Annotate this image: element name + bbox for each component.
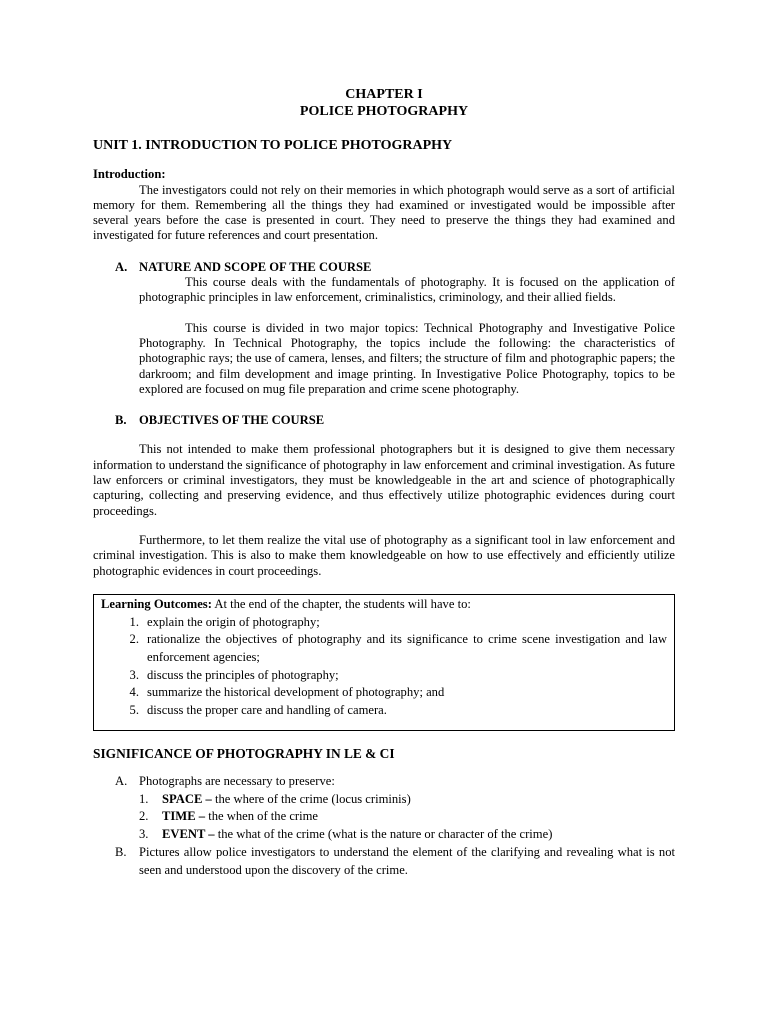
section-a-paragraph-2: This course is divided in two major topics: Technical Photography and Investigative Police Photography. In Technical Photography, the topics include the following: the characteristics of photographic rays; the use of camera, lenses, and filters; the structure of film and photographic papers; the darkroom; and film development and image printing. In Investigative Police Photography, topics to be explored are focused on mug file preparation and crime scene photography.: [139, 320, 675, 396]
list-item-text: [162, 808, 318, 826]
list-item: [101, 614, 667, 632]
significance-item-b-text: Pictures allow police investigators to understand the element of the clarifying and revealing what is not seen and understood upon the discovery of the crime.: [139, 844, 675, 877]
section-b-paragraph-1: This not intended to make them professional photographers but it is designed to give them necessary information to understand the significance of photography in law enforcement and criminal investigation. As future law enforcers or criminal investigators, they must be knowledgeable in the art and science of photographically capturing, collecting and preserving evidence, and thus effectively utilize photographic evidences during court proceedings.: [93, 442, 675, 518]
learning-outcomes-list: [101, 614, 667, 720]
list-item-text: discuss the proper care and handling of camera.: [147, 703, 387, 718]
list-item-number: 1.: [129, 614, 139, 629]
list-item: [101, 684, 667, 702]
section-b-title: OBJECTIVES OF THE COURSE: [139, 413, 325, 428]
significance-heading: SIGNIFICANCE OF PHOTOGRAPHY IN LE & CI: [93, 745, 395, 761]
learning-outcomes-intro: At the end of the chapter, the students will have to:: [211, 596, 471, 611]
list-item-number: 4.: [129, 685, 139, 700]
list-item-number: 3.: [129, 667, 139, 682]
introduction-heading: Introduction:: [93, 167, 166, 182]
significance-item-b-letter: B.: [115, 844, 127, 859]
chapter-title: POLICE PHOTOGRAPHY: [299, 104, 469, 119]
section-b-heading: [93, 413, 675, 428]
list-item-text: [162, 791, 411, 809]
significance-list: [93, 773, 675, 879]
section-a-body: [139, 275, 675, 397]
list-item-definition: the when of the crime: [205, 809, 318, 824]
list-item-term: TIME –: [162, 809, 206, 824]
list-item-number: 5.: [129, 703, 139, 718]
section-a-paragraph-1: This course deals with the fundamentals of photography. It is focused on the application of photographic principles in law enforcement, criminalistics, criminology, and their allied fields.: [139, 275, 675, 305]
list-item-text: [162, 826, 552, 844]
chapter-number: CHAPTER I: [345, 87, 423, 102]
list-item-text: discuss the principles of photography;: [147, 667, 339, 682]
list-item: [101, 667, 667, 685]
section-a-heading: [93, 260, 675, 275]
list-item-number: 3.: [139, 827, 149, 842]
introduction-paragraph: The investigators could not rely on their memories in which photograph would serve as a sort of artificial memory for them. Remembering all the things they had examined or investigated would be impossible after several years before the case is presented in court. They need to preserve the things they had examined and investigated for future references and court presentation.: [93, 182, 675, 243]
list-item-definition: the what of the crime (what is the nature or character of the crime): [214, 827, 553, 842]
list-item-definition: the where of the crime (locus criminis): [211, 791, 411, 806]
learning-outcomes-box: [93, 594, 675, 731]
list-item-number: 1.: [139, 791, 149, 806]
list-item: [101, 631, 667, 666]
list-item: [101, 702, 667, 720]
significance-item-a-text: Photographs are necessary to preserve:: [139, 774, 335, 789]
list-item-term: EVENT –: [162, 827, 215, 842]
document-page: [93, 86, 675, 879]
list-item-text: explain the origin of photography;: [147, 614, 320, 629]
section-a-title: NATURE AND SCOPE OF THE COURSE: [139, 259, 372, 274]
learning-outcomes-header: [101, 596, 667, 614]
list-item-number: 2.: [129, 632, 139, 647]
list-item: [139, 826, 675, 844]
significance-item-a-letter: A.: [115, 774, 128, 789]
section-b-letter: B.: [115, 413, 127, 428]
section-b-paragraph-2: Furthermore, to let them realize the vital use of photography as a significant tool in law enforcement and criminal investigation. This is also to make them knowledgeable on how to use effectively and efficiently utilize photographic evidences in court proceedings.: [93, 532, 675, 578]
learning-outcomes-title: Learning Outcomes:: [101, 596, 212, 611]
list-item-text: rationalize the objectives of photography and its significance to crime scene investigation and law enforcement agencies;: [147, 632, 667, 664]
list-item-term: SPACE –: [162, 791, 212, 806]
list-item-number: 2.: [139, 809, 149, 824]
list-item: [139, 791, 675, 809]
list-item-text: summarize the historical development of photography; and: [147, 685, 445, 700]
significance-item-a: [93, 773, 675, 791]
unit-title: UNIT 1. INTRODUCTION TO POLICE PHOTOGRAPHY: [93, 138, 453, 153]
list-item: [139, 808, 675, 826]
significance-item-b: [93, 844, 675, 879]
section-a-letter: A.: [115, 259, 128, 274]
